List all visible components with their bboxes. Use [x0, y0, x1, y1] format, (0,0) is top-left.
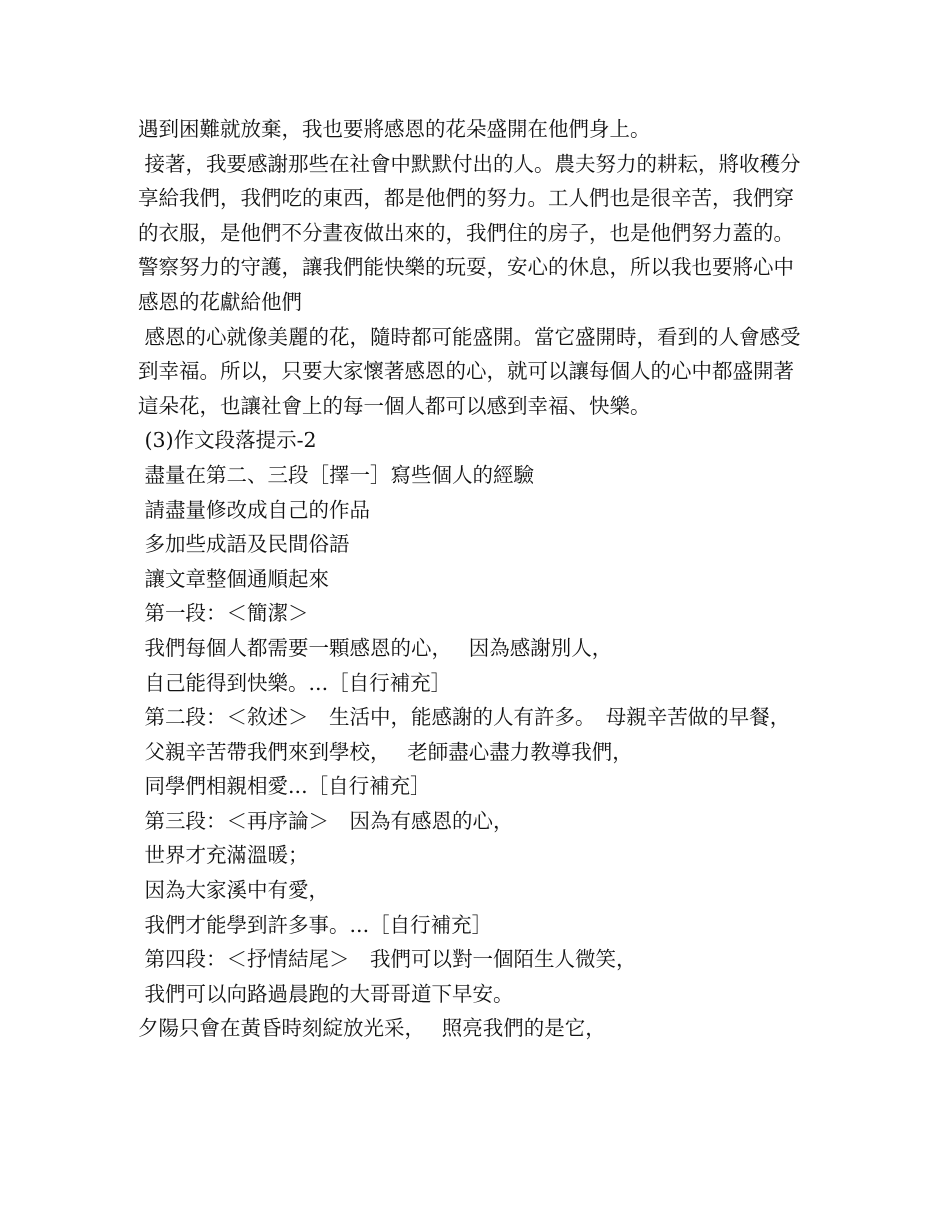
- section-heading: (3)作文段落提示-2: [138, 428, 317, 453]
- outline-line: 父親辛苦帶我們來到學校， 老師盡心盡力教導我們，: [138, 739, 633, 764]
- outline-line: 因為大家溪中有愛，: [138, 878, 330, 903]
- outline-line: 自己能得到快樂。...［自行補充］: [138, 670, 452, 695]
- outline-line: 我們每個人都需要一顆感恩的心， 因為感謝別人，: [138, 635, 613, 660]
- tip-line-2: 請盡量修改成自己的作品: [138, 497, 371, 522]
- document-body: [138, 112, 814, 1046]
- outline-para-3-heading: 第三段：＜再序論＞ 因為有感恩的心，: [138, 808, 514, 833]
- outline-line: 世界才充滿溫暖；: [138, 843, 309, 868]
- outline-line: 我們可以向路過晨跑的大哥哥道下早安。: [138, 981, 514, 1006]
- outline-para-1-heading: 第一段：＜簡潔＞: [138, 601, 309, 626]
- outline-para-2-heading: 第二段：＜敘述＞ 生活中，能感謝的人有許多。 母親辛苦做的早餐，: [138, 705, 791, 730]
- outline-line: 我們才能學到許多事。...［自行補充］: [138, 912, 493, 937]
- tip-line-3: 多加些成語及民間俗語: [138, 532, 350, 557]
- tip-line-1: 盡量在第二、三段［擇一］寫些個人的經驗: [138, 462, 535, 487]
- outline-line: 同學們相親相愛...［自行補充］: [138, 774, 431, 799]
- tip-line-4: 讓文章整個通順起來: [138, 566, 330, 591]
- paragraph-2: 接著，我要感謝那些在社會中默默付出的人。農夫努力的耕耘，將收穫分享給我們，我們吃的東西，都是他們的努力。工人們也是很辛苦，我們穿的衣服，是他們不分晝夜做出來的，我們住的房子，也是他們努力蓋的。警察努力的守護，讓我們能快樂的玩耍，安心的休息，所以我也要將心中感恩的花獻給他們: [138, 151, 801, 314]
- paragraph-3: 感恩的心就像美麗的花，隨時都可能盛開。當它盛開時，看到的人會感受到幸福。所以，只要大家懷著感恩的心，就可以讓每個人的心中都盛開著這朵花，也讓社會上的每一個人都可以感到幸福、快樂。: [138, 324, 801, 418]
- outline-para-4-heading: 第四段：＜抒情結尾＞ 我們可以對一個陌生人微笑，: [138, 947, 637, 972]
- outline-line: 夕陽只會在黃昏時刻綻放光采， 照亮我們的是它，: [138, 1016, 606, 1041]
- paragraph-1: 遇到困難就放棄，我也要將感恩的花朵盛開在他們身上。: [138, 117, 651, 141]
